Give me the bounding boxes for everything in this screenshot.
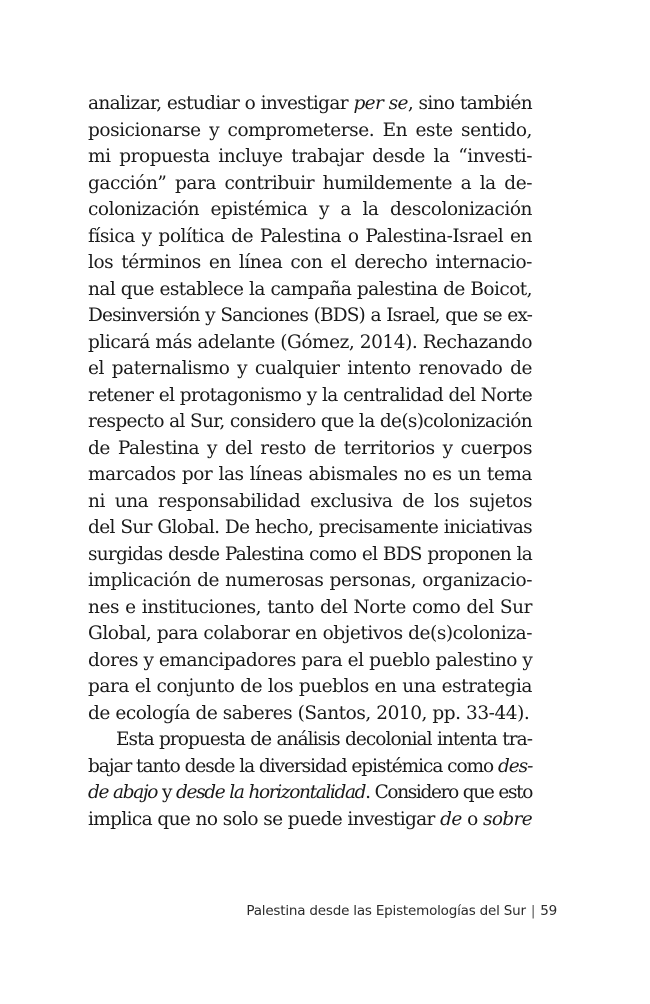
text-run: respecto al Sur, considero que la de(s)colonización	[88, 411, 532, 432]
text-line	[88, 568, 532, 595]
paragraph	[88, 91, 532, 727]
paragraph	[88, 727, 532, 833]
text-run: plicará más adelante (Gómez, 2014). Rechazando	[88, 331, 533, 353]
text-line	[88, 780, 532, 807]
text-run: de ecología de saberes (Santos, 2010, pp. 33-44).	[88, 702, 530, 724]
text-run: bajar tanto desde la diversidad epistémica como	[88, 755, 498, 777]
text-run: marcados por las líneas abismales no es un tema	[88, 464, 532, 485]
text-run: el paternalismo y cualquier intento renovado de	[88, 358, 532, 379]
text-line	[88, 277, 532, 304]
text-line	[88, 595, 532, 622]
text-line	[88, 91, 532, 118]
italic-run: des-	[497, 755, 533, 777]
text-line	[88, 701, 532, 728]
text-line	[88, 621, 532, 648]
text-line	[88, 197, 532, 224]
text-line	[88, 727, 532, 754]
text-line	[88, 118, 532, 145]
text-run: implica que no solo se puede investigar	[88, 808, 441, 830]
text-line	[88, 807, 532, 834]
text-line	[88, 224, 532, 251]
text-run: Global, para colaborar en objetivos de(s)coloniza-	[88, 623, 532, 644]
text-run: mi propuesta incluye trabajar desde la “investi-	[88, 146, 532, 167]
text-line	[88, 356, 532, 383]
italic-run: desde la horizontalidad	[176, 782, 366, 803]
text-line	[88, 489, 532, 516]
text-run: del Sur Global. De hecho, precisamente iniciativas	[88, 517, 532, 538]
text-run: los términos en línea con el derecho internacio-	[88, 252, 532, 273]
text-line	[88, 250, 532, 277]
running-footer	[246, 903, 557, 919]
text-line	[88, 144, 532, 171]
text-run: ni una responsabilidad exclusiva de los sujetos	[88, 490, 532, 512]
text-run: y	[157, 782, 177, 803]
text-line	[88, 462, 532, 489]
text-line	[88, 515, 532, 542]
text-line	[88, 409, 532, 436]
text-run: analizar, estudiar o investigar	[88, 93, 354, 114]
text-run: Desinversión y Sanciones (BDS) a Israel, que se ex-	[88, 305, 532, 326]
text-run: nes e instituciones, tanto del Norte como del Sur	[88, 596, 532, 618]
text-run: . Considero que esto	[365, 782, 532, 803]
body-text	[88, 91, 532, 833]
text-run: implicación de numerosas personas, organizacio-	[88, 570, 532, 591]
text-run: retener el protagonismo y la centralidad del Norte	[88, 384, 532, 406]
text-line	[88, 648, 532, 675]
text-line	[88, 303, 532, 330]
italic-run: sobre	[482, 808, 533, 830]
text-run: Esta propuesta de análisis decolonial intenta tra-	[116, 729, 532, 750]
italic-run: de	[440, 808, 462, 830]
text-run: gacción” para contribuir humildemente a la de-	[88, 172, 532, 194]
text-run: posicionarse y comprometerse. En este sentido,	[88, 119, 532, 141]
text-line	[88, 754, 532, 781]
text-line	[88, 330, 532, 357]
text-run: dores y emancipadores para el pueblo palestino y	[88, 649, 533, 671]
text-line	[88, 542, 532, 569]
text-run: colonización epistémica y a la descolonización	[88, 199, 532, 220]
text-run: física y política de Palestina o Palestina-Israel en	[88, 225, 532, 247]
text-run: o	[461, 808, 483, 830]
footer-separator: |	[530, 903, 536, 919]
running-title: Palestina desde las Epistemologías del Sur	[246, 903, 526, 919]
page-number: 59	[540, 903, 557, 919]
italic-run: de abajo	[88, 782, 158, 803]
text-line	[88, 171, 532, 198]
text-run: , sino también	[407, 93, 533, 114]
italic-run: per se	[353, 93, 408, 114]
text-line	[88, 436, 532, 463]
text-run: para el conjunto de los pueblos en una estrategia	[88, 676, 532, 697]
text-line	[88, 674, 532, 701]
text-run: de Palestina y del resto de territorios y cuerpos	[88, 437, 532, 459]
text-run: surgidas desde Palestina como el BDS proponen la	[88, 543, 532, 565]
text-line	[88, 383, 532, 410]
text-run: nal que establece la campaña palestina de Boicot,	[88, 278, 532, 300]
